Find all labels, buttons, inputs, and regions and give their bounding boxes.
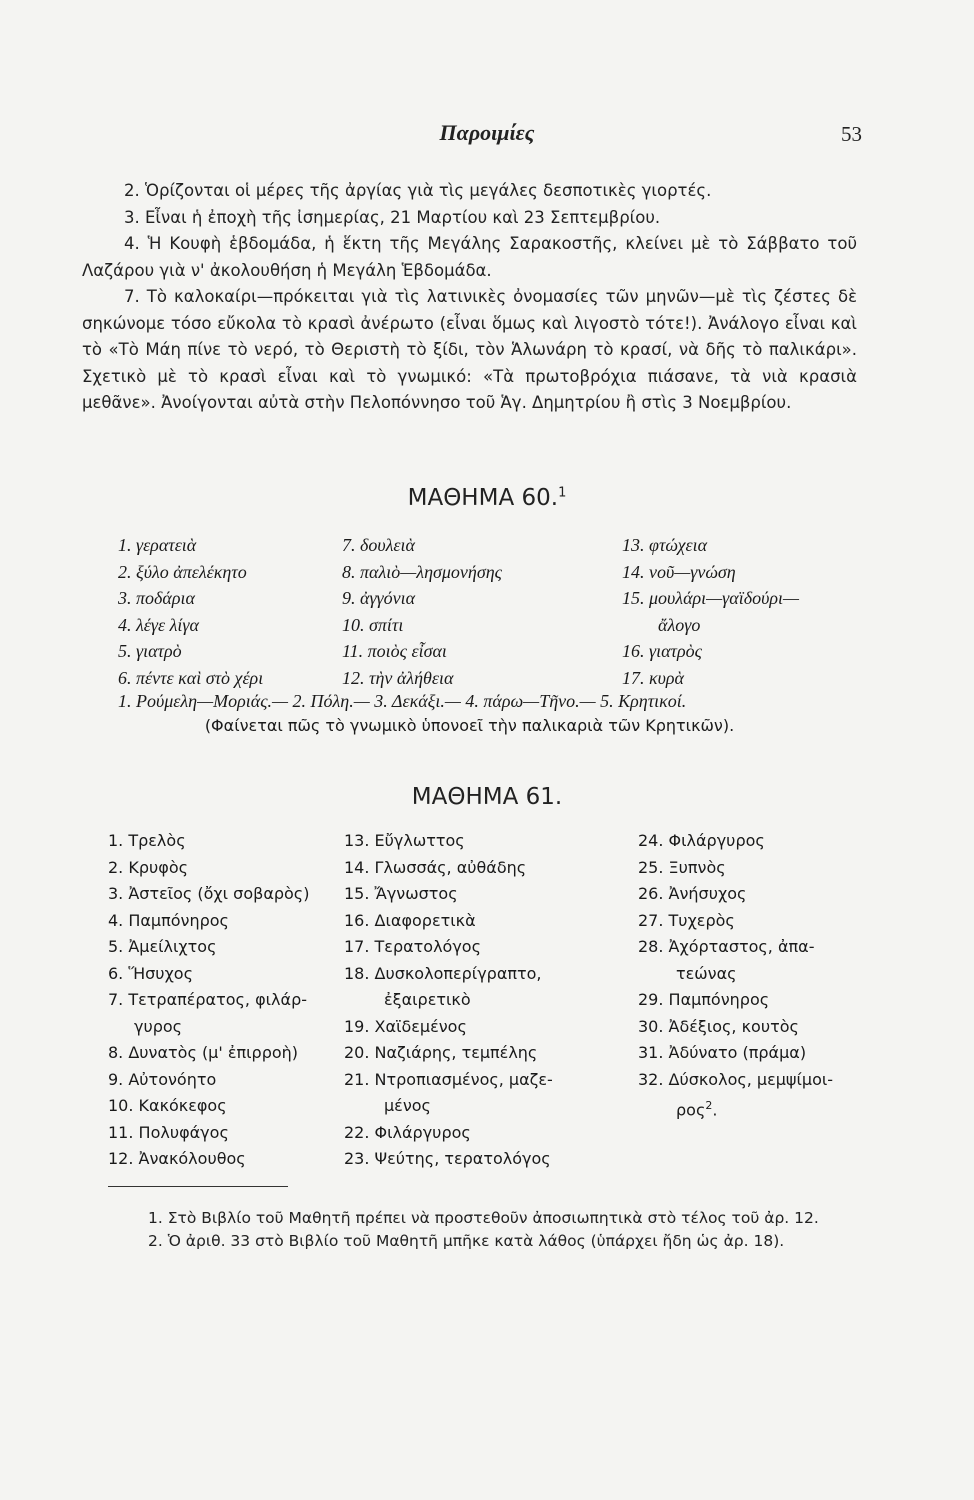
list-item-text: ρος [676, 1100, 706, 1120]
list-item: 16. Διαφορετικὰ [344, 910, 476, 930]
list-item: 14. νοῦ—γνώση [622, 561, 736, 582]
footnote-ref: 1 [558, 485, 567, 501]
list-item: 13. φτώχεια [622, 535, 708, 555]
list-item: 12. Ἀνακόλουθος [108, 1149, 246, 1168]
list-item: 3. Ἀστεῖος (ὄχι σοβαρὸς) [108, 884, 310, 903]
lesson-61-title: ΜΑΘΗΜΑ 61. [411, 784, 563, 810]
list-item: 10. σπίτι [342, 614, 404, 635]
lesson-60-column-1 [118, 532, 263, 691]
list-item: 19. Χαϊδεμένος [344, 1016, 467, 1036]
list-item: 27. Τυχερὸς [638, 910, 735, 930]
list-item: 7. Τετραπέρατος, φιλάρ- [108, 990, 307, 1009]
lesson-60-answers: 1. Ρούμελη—Μοριάς.— 2. Πόλη.— 3. Δεκάξι.— 4. πάρω—Τῆνο.— 5. Κρητικοί. [118, 691, 687, 711]
list-item: τεώνας [676, 963, 737, 983]
list-item: 30. Ἀδέξιος, κουτὸς [638, 1016, 799, 1036]
lesson-60-title-text: ΜΑΘΗΜΑ 60. [407, 485, 559, 511]
list-item: 2. ξύλο ἀπελέκητο [118, 561, 247, 582]
lesson-61-column-1 [108, 828, 309, 1173]
list-item: 1. Τρελὸς [108, 831, 186, 850]
page-number: 53 [841, 122, 862, 146]
list-item: 32. Δύσκολος, μεμψίμοι- [638, 1069, 834, 1089]
footnote: 2. Ὁ ἀριθ. 33 στὸ Βιβλίο τοῦ Μαθητῆ μπῆκε κατὰ λάθος (ὑπάρχει ἤδη ὡς ἀρ. 18). [148, 1232, 785, 1250]
note-paragraph: 2. Ὁρίζονται οἱ μέρες τῆς ἀργίας γιὰ τὶς μεγάλες δεσποτικὲς γιορτές. [124, 181, 712, 200]
list-item: 9. ἀγγόνια [342, 588, 416, 608]
note-paragraph: 4. Ἡ Κουφὴ ἑβδομάδα, ἡ ἕκτη τῆς Μεγάλης Σαρακοστῆς, κλείνει μὲ τὸ Σάββατο τοῦ Λαζάρου γιὰ ν' ἀκολουθήση ἡ Μεγάλη Ἑβδομάδα. [82, 234, 857, 280]
list-item: 6. Ἥσυχος [108, 963, 193, 983]
lesson-61-column-2 [344, 828, 553, 1173]
list-item: 5. γιατρὸ [118, 641, 182, 661]
list-item: 8. παλιὸ—λησμονήσης [342, 561, 502, 582]
list-item: μένος [384, 1096, 431, 1115]
list-item: 22. Φιλάργυρος [344, 1122, 471, 1142]
footnotes [108, 1208, 858, 1254]
list-item: 15. Ἄγνωστος [344, 884, 458, 903]
list-item: 17. κυρὰ [622, 667, 684, 688]
list-item: 8. Δυνατὸς (μ' ἐπιρροὴ) [108, 1043, 299, 1062]
list-item: 24. Φιλάργυρος [638, 831, 765, 850]
list-item: 2. Κρυφὸς [108, 857, 188, 877]
list-item: 4. λέγε λίγα [118, 614, 199, 635]
list-item: 29. Παμπόνηρος [638, 990, 770, 1009]
list-item: 12. τὴν ἀλήθεια [342, 667, 454, 688]
note-paragraph: 3. Εἶναι ἡ ἐποχὴ τῆς ἰσημερίας, 21 Μαρτίου καὶ 23 Σεπτεμβρίου. [124, 207, 661, 227]
lesson-60-note: (Φαίνεται πῶς τὸ γνωμικὸ ὑπονοεῖ τὴν παλικαριὰ τῶν Κρητικῶν). [204, 716, 735, 735]
list-item: 31. Ἀδύνατο (πράμα) [638, 1043, 807, 1062]
list-item: 13. Εὔγλωττος [344, 831, 465, 850]
note-paragraph: 7. Τὸ καλοκαίρι—πρόκειται γιὰ τὶς λατινικὲς ὀνομασίες τῶν μηνῶν—μὲ τὶς ζέστες δὲ σηκώνομε τόσο εὔκολα τὸ κρασὶ ἀνέρωτο (εἶναι ὅμως καὶ λιγοστὸ τότε!). Ἀνάλογο εἶναι καὶ τὸ «Τὸ Μάη πίνε τὸ νερό, τὸ Θεριστὴ τὸ ξίδι, τὸν Ἁλωνάρη τὸ κρασί, νὰ δῆς τὸ παλικάρι». Σχετικὸ μὲ τὸ κρασὶ εἶναι καὶ τὸ γνωμικό: «Τὰ πρωτοβρόχια πιάσανε, τὰ νιὰ κρασιὰ μεθᾶνε». Ἀνοίγονται αὐτὰ στὴν Πελοπόννησο τοῦ Ἁγ. Δημητρίου ἢ στὶς 3 Νοεμβρίου. [82, 287, 857, 412]
list-item: 17. Τερατολόγος [344, 937, 481, 956]
lesson-61-column-3 [638, 828, 833, 1124]
list-item: 7. δουλειὰ [342, 535, 415, 555]
list-item: 18. Δυσκολοπερίγραπτο, [344, 963, 542, 983]
list-item: 1. γερατειὰ [118, 535, 197, 555]
list-item: 14. Γλωσσάς, αὐθάδης [344, 857, 527, 877]
list-item: 25. Ξυπνὸς [638, 857, 726, 877]
lesson-60-column-2 [342, 532, 502, 691]
list-item: 23. Ψεύτης, τερατολόγος [344, 1149, 551, 1168]
lesson-60-title [0, 485, 974, 511]
list-item: 4. Παμπόνηρος [108, 910, 229, 930]
list-item: γυρος [134, 1016, 183, 1036]
footnote-ref: 2 [705, 1099, 713, 1112]
footnote-divider [108, 1186, 288, 1187]
list-item: 26. Ἀνήσυχος [638, 884, 747, 903]
notes-text [82, 178, 857, 417]
list-item: 28. Ἀχόρταστος, ἀπα- [638, 937, 815, 956]
list-item: ἄλογο [658, 614, 701, 635]
running-header-title: Παροιμίες [439, 120, 535, 145]
list-item: 10. Κακόκεφος [108, 1096, 227, 1115]
list-item: 16. γιατρὸς [622, 641, 702, 661]
lesson-60-column-3 [622, 532, 799, 691]
list-item: 11. ποιὸς εἶσαι [342, 641, 447, 661]
list-item: 15. μουλάρι—γαϊδούρι— [622, 588, 800, 608]
list-item: 11. Πολυφάγος [108, 1122, 229, 1142]
list-item: 5. Ἀμείλιχτος [108, 937, 217, 956]
list-item: ἐξαιρετικὸ [384, 990, 471, 1009]
list-item: ρος$^2$. [676, 1099, 718, 1120]
footnote: 1. Στὸ Βιβλίο τοῦ Μαθητῆ πρέπει νὰ προστεθοῦν ἀποσιωπητικὰ στὸ τέλος τοῦ ἀρ. 12. [148, 1209, 819, 1227]
list-item: 21. Ντροπιασμένος, μαζε- [344, 1069, 553, 1089]
list-item: 3. ποδάρια [118, 588, 195, 608]
list-item: 6. πέντε καὶ στὸ χέρι [118, 667, 264, 688]
list-item: 20. Ναζιάρης, τεμπέλης [344, 1043, 538, 1062]
list-item: 9. Αὐτονόητο [108, 1069, 217, 1089]
